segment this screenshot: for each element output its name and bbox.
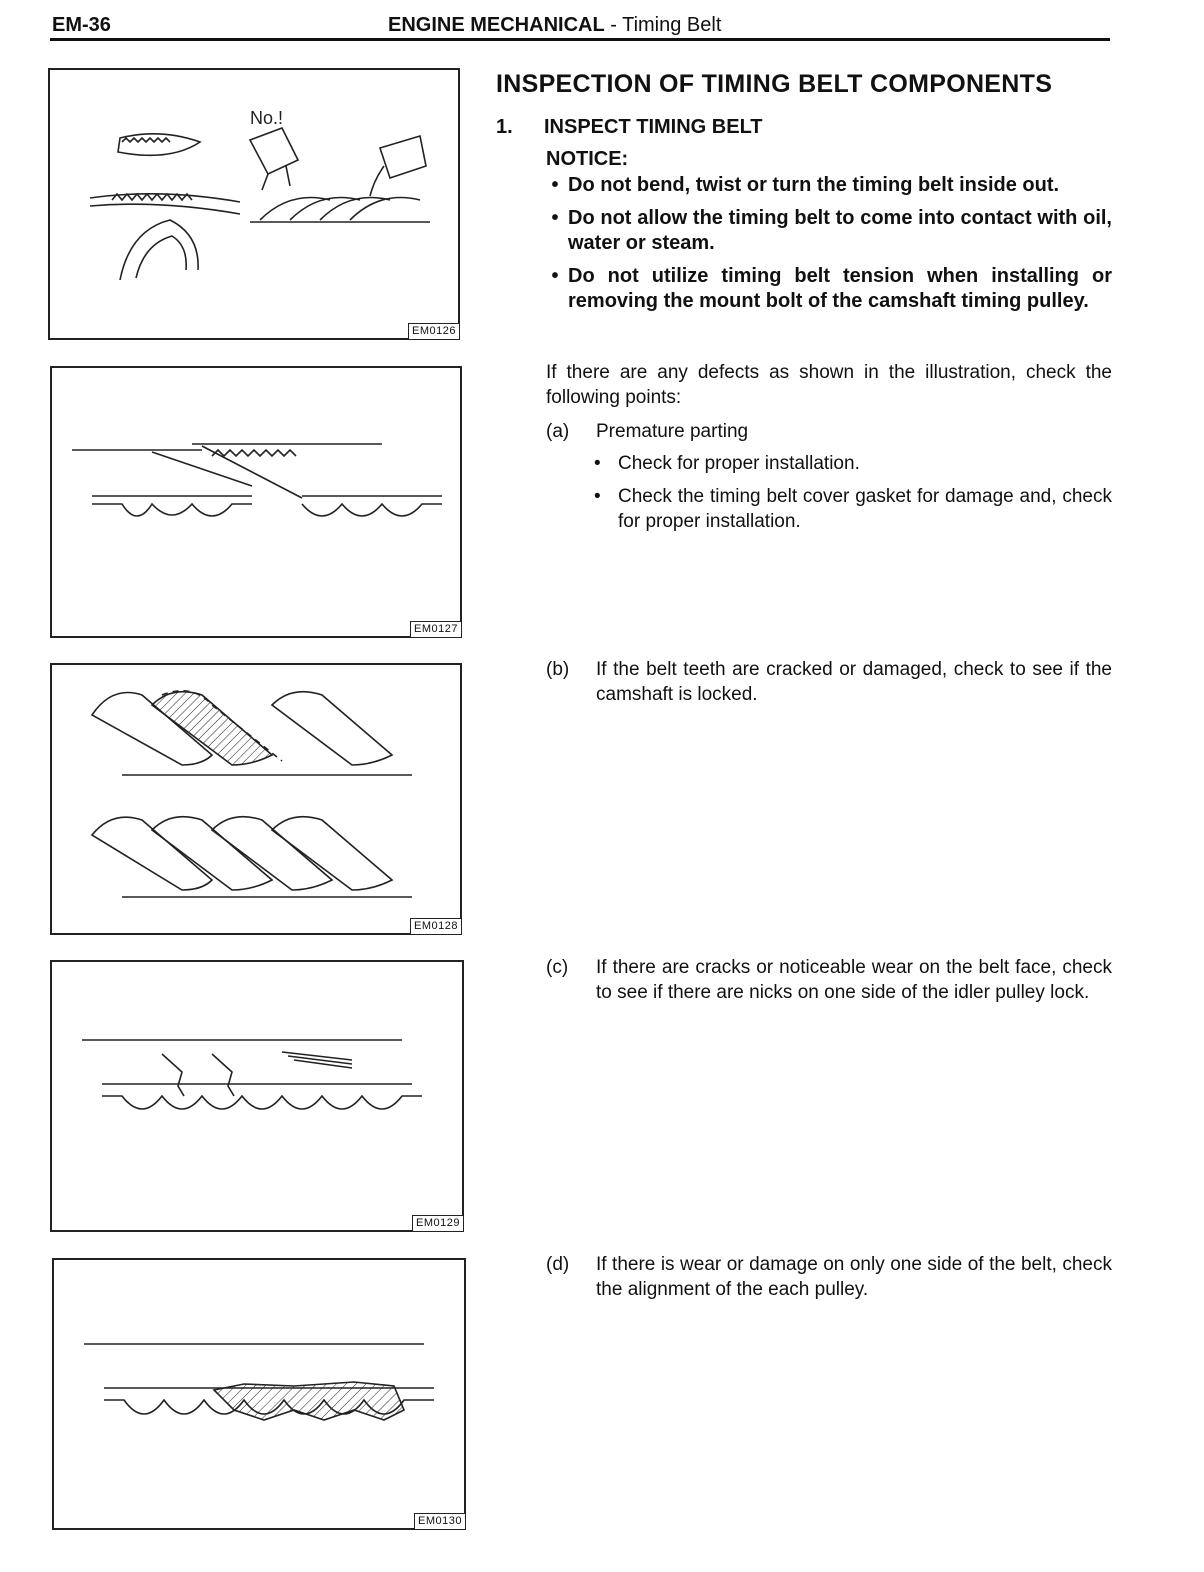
header-separator: - (604, 14, 623, 36)
check-text: If the belt teeth are cracked or damaged, check to see if the camshaft is locked. (596, 659, 1112, 705)
check-label: (b) (546, 659, 570, 680)
check-d (546, 1252, 1112, 1302)
page-code: EM-36 (52, 14, 111, 36)
belt-face-illustration (52, 962, 462, 1230)
notice-bullet: • Do not bend, twist or turn the timing belt inside out. (551, 174, 1060, 196)
header-rule (50, 38, 1110, 41)
figure-belt-face-cracks (50, 960, 464, 1232)
intro-text: If there are any defects as shown in the illustration, check the following points: (546, 362, 1112, 408)
notice-bullet: • Do not allow the timing belt to come into contact with oil, water or steam. (551, 207, 1112, 254)
check-a (546, 419, 1112, 444)
check-text: If there is wear or damage on only one side of the belt, check the alignment of the each pulley. (596, 1254, 1112, 1300)
notice-bullets (542, 173, 1112, 322)
figure-cracked-teeth (50, 663, 462, 935)
section-name: ENGINE MECHANICAL (388, 14, 605, 36)
figure-code: EM0128 (410, 918, 462, 935)
notice-bullet: • Do not utilize timing belt tension when installing or removing the mount bolt of the camshaft timing pulley. (551, 265, 1112, 312)
check-a-point-2: • Check the timing belt cover gasket for damage and, check for proper installation. (594, 486, 1112, 532)
step-label: INSPECT TIMING BELT (544, 116, 763, 138)
figure-code: EM0126 (408, 323, 460, 340)
page-header-title (388, 14, 721, 37)
check-a-point-1: • Check for proper installation. (594, 453, 860, 474)
check-c (546, 955, 1112, 1005)
figure-code: EM0127 (410, 621, 462, 638)
no-callout: No.! (250, 108, 284, 128)
check-label: (d) (546, 1254, 570, 1275)
figure-code: EM0130 (414, 1513, 466, 1530)
figure-code: EM0129 (412, 1215, 464, 1232)
one-side-wear-illustration (54, 1260, 464, 1528)
subsection-name: Timing Belt (622, 14, 722, 36)
step-number: 1. (496, 116, 513, 138)
check-b (546, 657, 1112, 707)
figure-handling-precautions (48, 68, 460, 340)
figure-premature-parting (50, 366, 462, 638)
section-title: INSPECTION OF TIMING BELT COMPONENTS (496, 70, 1053, 98)
handling-illustration (50, 70, 458, 338)
parting-illustration (52, 368, 460, 636)
check-text: If there are cracks or noticeable wear on the belt face, check to see if there are nicks on one side of the idler pulley lock. (596, 957, 1112, 1003)
step-heading (496, 116, 763, 139)
notice-label: NOTICE: (546, 148, 629, 170)
check-text: Premature parting (596, 421, 749, 442)
check-label: (a) (546, 421, 570, 442)
figure-one-side-wear (52, 1258, 466, 1530)
cracked-teeth-illustration (52, 665, 460, 933)
check-label: (c) (546, 957, 569, 978)
